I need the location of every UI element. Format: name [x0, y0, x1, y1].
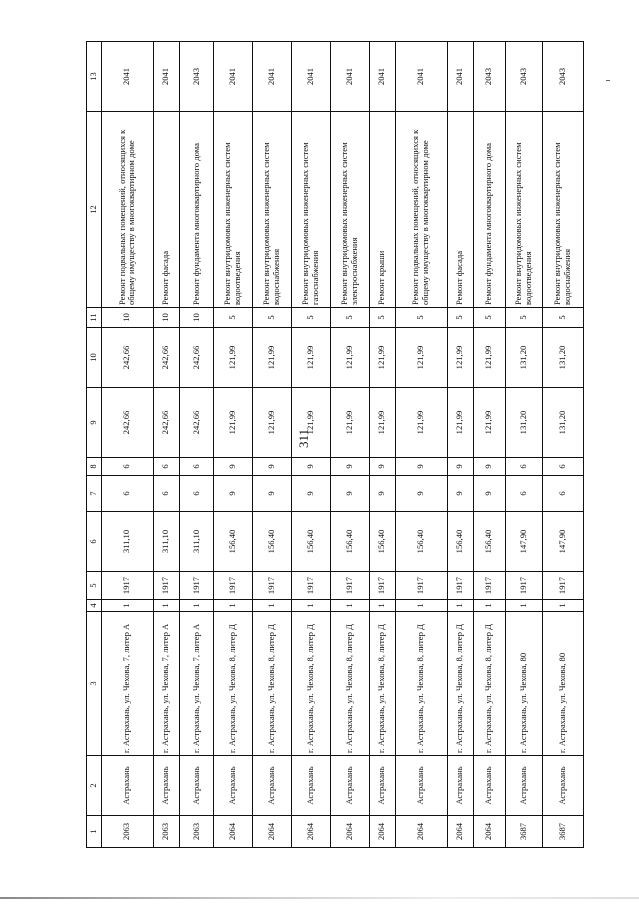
table-cell: 121,99 — [395, 328, 447, 388]
table-cell: 5 — [542, 308, 583, 328]
table-cell: 6 — [542, 458, 583, 476]
table-cell: 1 — [473, 600, 505, 612]
table-cell: Астрахань — [395, 756, 447, 816]
table-cell: 1 — [542, 600, 583, 612]
table-cell: 2064 — [292, 816, 331, 848]
table-cell: 6 — [179, 476, 214, 512]
table-cell: г. Астрахань, ул. Чехова, 80 — [542, 612, 583, 756]
table-cell: Ремонт внутридомовых инженерных систем водоснабжения — [542, 112, 583, 308]
table-cell: Ремонт внутридомовых инженерных систем водоснабжения — [253, 112, 292, 308]
table-cell: 9 — [292, 476, 331, 512]
column-header: 3 — [87, 612, 102, 756]
table-cell: 6 — [506, 458, 543, 476]
table-cell: 311,10 — [102, 512, 154, 572]
table-row — [395, 42, 447, 848]
table-cell: 6 — [153, 458, 179, 476]
table-row — [292, 42, 331, 848]
table-cell: 1 — [153, 600, 179, 612]
table-cell: 2063 — [153, 816, 179, 848]
table-cell: 2041 — [102, 42, 154, 112]
table-cell: Астрахань — [102, 756, 154, 816]
table-cell: 2064 — [214, 816, 253, 848]
table-cell: Ремонт фасада — [447, 112, 473, 308]
table-cell: 5 — [473, 308, 505, 328]
table-cell: 1 — [292, 600, 331, 612]
table-row — [102, 42, 154, 848]
table-cell: г. Астрахань, ул. Чехова, 8, литер Д — [395, 612, 447, 756]
scan-mark — [606, 80, 610, 81]
table-cell: 9 — [331, 458, 370, 476]
table-cell: 2041 — [153, 42, 179, 112]
table-cell: 131,20 — [506, 328, 543, 388]
table-cell: 6 — [102, 476, 154, 512]
table-cell: 10 — [179, 308, 214, 328]
table-cell: 121,99 — [253, 388, 292, 458]
table-cell: 1 — [179, 600, 214, 612]
table-cell: 1 — [447, 600, 473, 612]
table-cell: Ремонт подвальных помещений, относящихся к общему имуществу в многоквартирном доме — [102, 112, 154, 308]
table-cell: 5 — [369, 308, 395, 328]
table-cell: 311,10 — [153, 512, 179, 572]
table-cell: г. Астрахань, ул. Чехова, 7, литер А — [153, 612, 179, 756]
table-cell: Ремонт фундамента многоквартирного дома — [473, 112, 505, 308]
table-cell: 9 — [253, 458, 292, 476]
table-cell: 5 — [331, 308, 370, 328]
table-cell: 5 — [447, 308, 473, 328]
table-cell: Астрахань — [331, 756, 370, 816]
table-cell: 1917 — [153, 572, 179, 600]
column-header: 7 — [87, 476, 102, 512]
table-cell: 121,99 — [447, 328, 473, 388]
table-row — [473, 42, 505, 848]
column-header: 11 — [87, 308, 102, 328]
column-header: 5 — [87, 572, 102, 600]
table-cell: 9 — [395, 458, 447, 476]
table-cell: 156,40 — [214, 512, 253, 572]
table-cell: 121,99 — [253, 328, 292, 388]
table-cell: Ремонт крыши — [369, 112, 395, 308]
column-header: 6 — [87, 512, 102, 572]
table-cell: 156,40 — [447, 512, 473, 572]
table-cell: Астрахань — [369, 756, 395, 816]
column-header: 1 — [87, 816, 102, 848]
table-cell: 6 — [506, 476, 543, 512]
column-header: 12 — [87, 112, 102, 308]
table-cell: 147,90 — [506, 512, 543, 572]
table-cell: 242,66 — [153, 328, 179, 388]
table-cell: 1917 — [542, 572, 583, 600]
table-row — [214, 42, 253, 848]
table-cell: 156,40 — [369, 512, 395, 572]
table-cell: 131,20 — [542, 328, 583, 388]
table-cell: 156,40 — [292, 512, 331, 572]
table-cell: 121,99 — [292, 388, 331, 458]
table-cell: г. Астрахань, ул. Чехова, 8, литер Д — [292, 612, 331, 756]
table-cell: Ремонт внутридомовых инженерных систем водоотведения — [214, 112, 253, 308]
table-cell: Ремонт фундамента многоквартирного дома — [179, 112, 214, 308]
table-cell: 121,99 — [473, 388, 505, 458]
table-cell: 121,99 — [214, 388, 253, 458]
table-cell: 9 — [292, 458, 331, 476]
table-cell: 1917 — [331, 572, 370, 600]
table-cell: 9 — [473, 458, 505, 476]
page-number: 311 — [296, 428, 311, 448]
table-cell: 5 — [292, 308, 331, 328]
column-header: 13 — [87, 42, 102, 112]
column-header: 8 — [87, 458, 102, 476]
table-cell: 2041 — [331, 42, 370, 112]
table-cell: 2043 — [473, 42, 505, 112]
table-cell: 3687 — [506, 816, 543, 848]
table-cell: 5 — [253, 308, 292, 328]
table-row — [253, 42, 292, 848]
table-cell: Астрахань — [542, 756, 583, 816]
table-cell: 9 — [214, 458, 253, 476]
table-cell: г. Астрахань, ул. Чехова, 7, литер А — [102, 612, 154, 756]
table-cell: 2041 — [292, 42, 331, 112]
table-cell: 121,99 — [369, 388, 395, 458]
table-cell: 1917 — [506, 572, 543, 600]
table-cell: 121,99 — [331, 388, 370, 458]
table-cell: 242,66 — [179, 388, 214, 458]
table-cell: 2064 — [395, 816, 447, 848]
table-cell: 2041 — [214, 42, 253, 112]
table-cell: 1917 — [292, 572, 331, 600]
table-cell: 121,99 — [214, 328, 253, 388]
column-header: 4 — [87, 600, 102, 612]
table-cell: 242,66 — [102, 328, 154, 388]
capital-repair-table — [86, 41, 584, 848]
table-cell: г. Астрахань, ул. Чехова, 8, литер Д — [369, 612, 395, 756]
table-cell: 2064 — [473, 816, 505, 848]
table-cell: 1917 — [395, 572, 447, 600]
table-cell: 131,20 — [506, 388, 543, 458]
scan-edge-line — [0, 897, 639, 899]
table-cell: Астрахань — [179, 756, 214, 816]
table-cell: 121,99 — [395, 388, 447, 458]
table-cell: 5 — [214, 308, 253, 328]
column-header: 2 — [87, 756, 102, 816]
table-cell: 9 — [331, 476, 370, 512]
table-cell: Астрахань — [473, 756, 505, 816]
table-cell: 2043 — [542, 42, 583, 112]
table-cell: 156,40 — [331, 512, 370, 572]
table-row — [331, 42, 370, 848]
table-cell: 2043 — [506, 42, 543, 112]
table-cell: 6 — [153, 476, 179, 512]
table-cell: 311,10 — [179, 512, 214, 572]
table-cell: 9 — [395, 476, 447, 512]
table-cell: 9 — [253, 476, 292, 512]
table-cell: 10 — [102, 308, 154, 328]
table-cell: г. Астрахань, ул. Чехова, 8, литер Д — [331, 612, 370, 756]
table-cell: Ремонт внутридомовых инженерных систем водоотведения — [506, 112, 543, 308]
table-cell: г. Астрахань, ул. Чехова, 7, литер А — [179, 612, 214, 756]
table-cell: 2063 — [179, 816, 214, 848]
table-cell: 121,99 — [331, 328, 370, 388]
table-cell: 242,66 — [179, 328, 214, 388]
table-cell: 3687 — [542, 816, 583, 848]
table-cell: 9 — [473, 476, 505, 512]
table-row — [447, 42, 473, 848]
table-cell: 1917 — [473, 572, 505, 600]
table-cell: 9 — [214, 476, 253, 512]
table-cell: 121,99 — [473, 328, 505, 388]
table-cell: 2041 — [395, 42, 447, 112]
table-cell: 156,40 — [253, 512, 292, 572]
table-cell: Ремонт подвальных помещений, относящихся к общему имуществу в многоквартирном доме — [395, 112, 447, 308]
table-cell: 1917 — [447, 572, 473, 600]
table-cell: Астрахань — [153, 756, 179, 816]
table-row — [179, 42, 214, 848]
table-cell: Астрахань — [253, 756, 292, 816]
table-row — [506, 42, 543, 848]
table-row — [369, 42, 395, 848]
table-cell: 2064 — [253, 816, 292, 848]
table-cell: Ремонт фасада — [153, 112, 179, 308]
table-cell: 1 — [506, 600, 543, 612]
table-cell: 1 — [395, 600, 447, 612]
table-cell: 242,66 — [102, 388, 154, 458]
table-cell: 2041 — [369, 42, 395, 112]
table-cell: 147,90 — [542, 512, 583, 572]
table-cell: 5 — [395, 308, 447, 328]
table-cell: 121,99 — [369, 328, 395, 388]
table-cell: Ремонт внутридомовых инженерных систем газоснабжения — [292, 112, 331, 308]
table-row — [153, 42, 179, 848]
table-cell: 1 — [214, 600, 253, 612]
table-cell: 121,99 — [447, 388, 473, 458]
header-row — [87, 42, 102, 848]
table-cell: 9 — [447, 458, 473, 476]
table-cell: 2041 — [253, 42, 292, 112]
table-cell: г. Астрахань, ул. Чехова, 8, литер Д — [253, 612, 292, 756]
table-cell: 2064 — [369, 816, 395, 848]
table-row — [542, 42, 583, 848]
table-cell: 1 — [369, 600, 395, 612]
table-cell: 2064 — [447, 816, 473, 848]
table-cell: 1 — [331, 600, 370, 612]
table-cell: 9 — [447, 476, 473, 512]
table-cell: Астрахань — [447, 756, 473, 816]
table-cell: 1917 — [214, 572, 253, 600]
table-cell: 156,40 — [395, 512, 447, 572]
table-cell: г. Астрахань, ул. Чехова, 8, литер Д — [473, 612, 505, 756]
rotated-table-wrapper — [86, 62, 584, 848]
table-body — [102, 42, 584, 848]
table-cell: 2063 — [102, 816, 154, 848]
table-cell: г. Астрахань, ул. Чехова, 80 — [506, 612, 543, 756]
table-cell: 10 — [153, 308, 179, 328]
table-cell: 1917 — [369, 572, 395, 600]
table-cell: 1 — [253, 600, 292, 612]
table-cell: 1917 — [179, 572, 214, 600]
table-cell: 1917 — [253, 572, 292, 600]
column-header: 10 — [87, 328, 102, 388]
table-cell: г. Астрахань, ул. Чехова, 8, литер Д — [214, 612, 253, 756]
table-cell: Астрахань — [214, 756, 253, 816]
column-header: 9 — [87, 388, 102, 458]
table-cell: 2041 — [447, 42, 473, 112]
table-cell: Ремонт внутридомовых инженерных систем электроснабжения — [331, 112, 370, 308]
table-cell: г. Астрахань, ул. Чехова, 8, литер Д — [447, 612, 473, 756]
table-cell: 9 — [369, 458, 395, 476]
table-cell: 1917 — [102, 572, 154, 600]
table-cell: 6 — [102, 458, 154, 476]
table-cell: 2043 — [179, 42, 214, 112]
table-cell: 6 — [542, 476, 583, 512]
table-cell: 242,66 — [153, 388, 179, 458]
table-cell: 121,99 — [292, 328, 331, 388]
table-cell: 9 — [369, 476, 395, 512]
table-cell: 1 — [102, 600, 154, 612]
table-cell: Астрахань — [292, 756, 331, 816]
table-cell: 6 — [179, 458, 214, 476]
table-cell: 2064 — [331, 816, 370, 848]
table-cell: 5 — [506, 308, 543, 328]
table-cell: Астрахань — [506, 756, 543, 816]
table-cell: 131,20 — [542, 388, 583, 458]
table-cell: 156,40 — [473, 512, 505, 572]
